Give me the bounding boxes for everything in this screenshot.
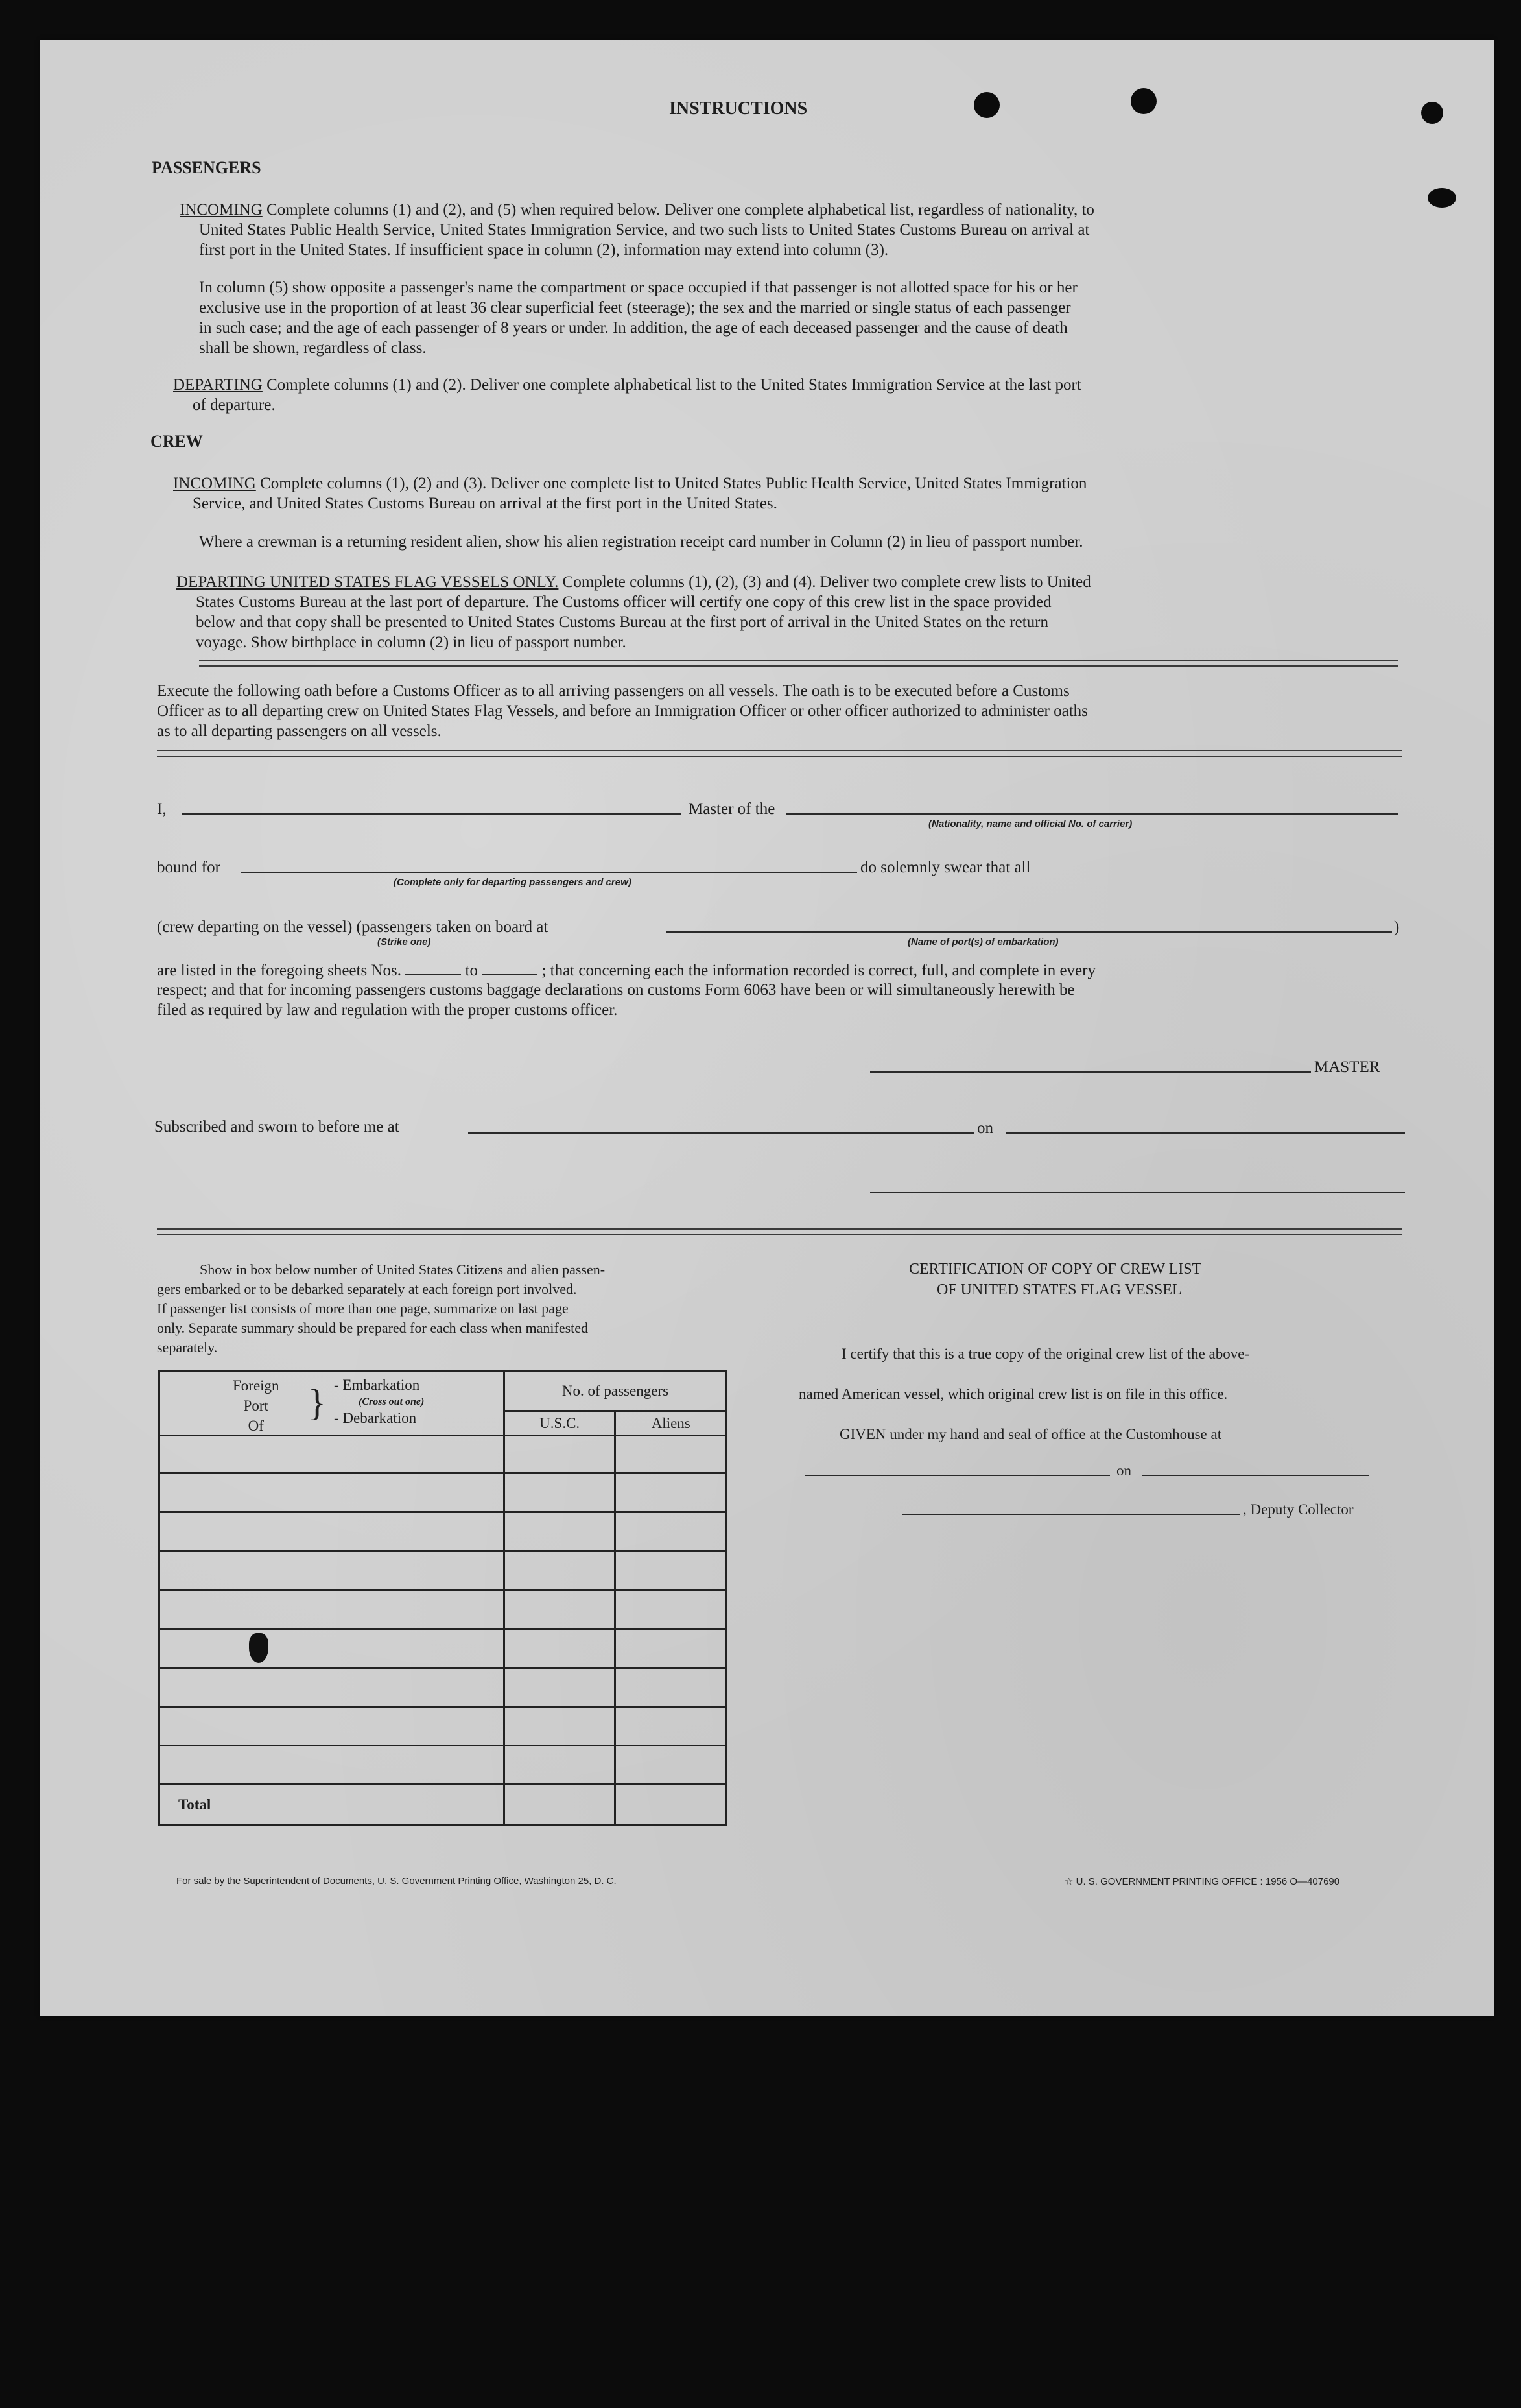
text-line: Where a crewman is a returning resident alien, show his alien registration receipt card number in Column (2) in lieu of passport number. bbox=[199, 533, 1083, 551]
cert-on-label: on bbox=[1116, 1462, 1131, 1479]
deputy-label: , Deputy Collector bbox=[1243, 1501, 1354, 1518]
incoming-label: INCOMING bbox=[173, 475, 256, 492]
table-cell[interactable] bbox=[159, 1746, 504, 1785]
crew-incoming bbox=[173, 473, 1087, 494]
divider bbox=[157, 750, 1402, 757]
text-line: of departure. bbox=[193, 396, 276, 414]
departing-label: DEPARTING UNITED STATES FLAG VESSELS ONLY. bbox=[176, 573, 559, 591]
cert-title-line: CERTIFICATION OF COPY OF CREW LIST bbox=[909, 1261, 1202, 1278]
text-line: exclusive use in the proportion of at least 36 clear superficial feet (steerage); the sex and the married or single status of each passenger bbox=[199, 299, 1071, 316]
cert-title-line: OF UNITED STATES FLAG VESSEL bbox=[937, 1281, 1182, 1298]
no-of-passengers-header: No. of passengers bbox=[504, 1371, 726, 1411]
port-field[interactable] bbox=[666, 931, 1392, 933]
bound-for-label: bound for bbox=[157, 859, 220, 876]
form-page bbox=[40, 40, 1494, 2016]
text-line: below and that copy shall be presented to United States Customs Bureau at the first port of arrival in the United States on the return bbox=[196, 614, 1048, 631]
table-cell[interactable] bbox=[504, 1512, 615, 1551]
text-line: Show in box below number of United States Citizens and alien passen- bbox=[200, 1261, 606, 1278]
strike-caption: (Strike one) bbox=[377, 936, 431, 948]
text-line: I certify that this is a true copy of the original crew list of the above- bbox=[842, 1346, 1250, 1362]
table-cell[interactable] bbox=[615, 1551, 727, 1590]
table-cell[interactable] bbox=[159, 1512, 504, 1551]
passenger-summary-table bbox=[158, 1370, 727, 1826]
table-cell[interactable] bbox=[615, 1668, 727, 1707]
page-title: INSTRUCTIONS bbox=[669, 99, 808, 119]
swear-label: do solemnly swear that all bbox=[860, 859, 1031, 876]
table-cell[interactable] bbox=[504, 1436, 615, 1473]
close-paren: ) bbox=[1394, 918, 1400, 936]
usc-header: U.S.C. bbox=[504, 1411, 615, 1436]
carrier-field[interactable] bbox=[786, 813, 1398, 815]
table-cell[interactable] bbox=[504, 1590, 615, 1629]
text-line: Complete columns (1) and (2). Deliver one complete alphabetical list to the United States Immigration Service at the last port bbox=[266, 376, 1081, 394]
table-cell[interactable] bbox=[615, 1746, 727, 1785]
table-cell[interactable] bbox=[615, 1436, 727, 1473]
table-cell[interactable] bbox=[504, 1551, 615, 1590]
text-line: voyage. Show birthplace in column (2) in lieu of passport number. bbox=[196, 634, 626, 651]
text-line: gers embarked or to be debarked separately at each foreign port involved. bbox=[157, 1281, 577, 1297]
punch-hole bbox=[1131, 88, 1157, 114]
officer-signature-field[interactable] bbox=[870, 1192, 1405, 1193]
subscribed-label: Subscribed and sworn to before me at bbox=[154, 1118, 399, 1136]
text-line: first port in the United States. If insufficient space in column (2), information may extend into column (3). bbox=[199, 241, 889, 259]
divider bbox=[157, 1228, 1402, 1235]
crew-departing bbox=[176, 572, 1091, 592]
text-line: only. Separate summary should be prepared for each class when manifested bbox=[157, 1320, 589, 1336]
of-label: Of bbox=[248, 1418, 264, 1434]
table-cell[interactable] bbox=[615, 1590, 727, 1629]
table-cell[interactable] bbox=[159, 1629, 504, 1668]
table-cell[interactable] bbox=[615, 1707, 727, 1746]
ink-mark bbox=[249, 1633, 268, 1663]
port-label: Port bbox=[243, 1398, 268, 1414]
punch-hole bbox=[974, 92, 1000, 118]
master-name-field[interactable] bbox=[182, 813, 681, 815]
deputy-signature-field[interactable] bbox=[902, 1514, 1240, 1515]
master-of-label: Master of the bbox=[689, 800, 775, 818]
bound-for-field[interactable] bbox=[241, 872, 857, 873]
table-cell[interactable] bbox=[615, 1785, 727, 1825]
text-line: States Customs Bureau at the last port of departure. The Customs officer will certify one copy of this crew list in the space provided bbox=[196, 593, 1052, 611]
master-signature-field[interactable] bbox=[870, 1071, 1311, 1073]
oath-i: I, bbox=[157, 800, 167, 818]
text-line: as to all departing passengers on all vessels. bbox=[157, 722, 442, 740]
master-label: MASTER bbox=[1314, 1058, 1380, 1076]
table-cell[interactable] bbox=[504, 1629, 615, 1668]
sheet-from-field[interactable] bbox=[405, 960, 461, 975]
aliens-header: Aliens bbox=[615, 1411, 727, 1436]
footer-left: For sale by the Superintendent of Documents, U. S. Government Printing Office, Washington 25, D. C. bbox=[176, 1876, 617, 1887]
incoming-label: INCOMING bbox=[180, 201, 263, 219]
text-line: Complete columns (1), (2), (3) and (4). Deliver two complete crew lists to United bbox=[562, 573, 1091, 591]
text-line: filed as required by law and regulation with the proper customs officer. bbox=[157, 1001, 618, 1019]
text-line: If passenger list consists of more than one page, summarize on last page bbox=[157, 1300, 569, 1317]
total-label: Total bbox=[159, 1785, 504, 1825]
table-cell[interactable] bbox=[504, 1707, 615, 1746]
table-cell[interactable] bbox=[504, 1785, 615, 1825]
customhouse-field[interactable] bbox=[805, 1475, 1110, 1476]
text-line: Complete columns (1), (2) and (3). Deliver one complete list to United States Public Health Service, United States Immigration bbox=[260, 475, 1087, 492]
text-line: in such case; and the age of each passenger of 8 years or under. In addition, the age of each deceased passenger and the cause of death bbox=[199, 319, 1068, 337]
table-cell[interactable] bbox=[504, 1473, 615, 1512]
passengers-incoming bbox=[180, 200, 1094, 220]
crew-heading: CREW bbox=[150, 432, 203, 451]
text-line: named American vessel, which original crew list is on file in this office. bbox=[799, 1386, 1228, 1402]
table-cell[interactable] bbox=[615, 1629, 727, 1668]
passengers-departing bbox=[173, 375, 1081, 395]
text-line: are listed in the foregoing sheets Nos. bbox=[157, 962, 401, 979]
text-line: Service, and United States Customs Bureau on arrival at the first port in the United States. bbox=[193, 495, 777, 512]
passengers-heading: PASSENGERS bbox=[152, 158, 261, 177]
text-line: United States Public Health Service, United States Immigration Service, and two such lists to United States Customs Bureau on arrival at bbox=[199, 221, 1090, 239]
text-line: Complete columns (1) and (2), and (5) when required below. Deliver one complete alphabetical list, regardless of nationality, to bbox=[266, 201, 1094, 219]
table-cell[interactable] bbox=[159, 1473, 504, 1512]
text-line: to bbox=[465, 962, 478, 979]
table-cell[interactable] bbox=[615, 1512, 727, 1551]
text-line: Officer as to all departing crew on United States Flag Vessels, and before an Immigration Officer or other officer authorized to administer oaths bbox=[157, 702, 1088, 720]
table-cell[interactable] bbox=[159, 1551, 504, 1590]
foreign-label: Foreign bbox=[233, 1377, 279, 1394]
sworn-date-field[interactable] bbox=[1006, 1132, 1405, 1134]
text-line: Execute the following oath before a Customs Officer as to all arriving passengers on all vessels. The oath is to be executed before a Customs bbox=[157, 682, 1070, 700]
table-cell[interactable] bbox=[159, 1668, 504, 1707]
text-line: respect; and that for incoming passengers customs baggage declarations on customs Form 6063 have been or will simultaneously herewith be bbox=[157, 981, 1075, 999]
sworn-at-field[interactable] bbox=[468, 1132, 974, 1134]
port-caption: (Name of port(s) of embarkation) bbox=[908, 936, 1059, 948]
foreign-port-header: Foreign Port Of } - Embarkation (Cross out one) - Debarkation bbox=[159, 1371, 504, 1436]
text-line: shall be shown, regardless of class. bbox=[199, 339, 427, 357]
text-line: In column (5) show opposite a passenger's name the compartment or space occupied if that passenger is not allotted space for his or her bbox=[199, 279, 1078, 296]
table-cell[interactable] bbox=[159, 1707, 504, 1746]
table-cell[interactable] bbox=[159, 1590, 504, 1629]
table-cell[interactable] bbox=[504, 1746, 615, 1785]
text-line: GIVEN under my hand and seal of office at the Customhouse at bbox=[840, 1426, 1222, 1442]
sheet-to-field[interactable] bbox=[482, 960, 537, 975]
embarkation-label: - Embarkation bbox=[334, 1377, 420, 1393]
cert-date-field[interactable] bbox=[1142, 1475, 1369, 1476]
table-cell[interactable] bbox=[159, 1436, 504, 1473]
debarkation-label: - Debarkation bbox=[334, 1410, 417, 1426]
table-cell[interactable] bbox=[504, 1668, 615, 1707]
divider bbox=[199, 660, 1398, 667]
text-line: ; that concerning each the information recorded is correct, full, and complete in every bbox=[541, 962, 1096, 979]
punch-hole bbox=[1428, 188, 1456, 208]
departing-label: DEPARTING bbox=[173, 376, 263, 394]
punch-hole bbox=[1421, 102, 1443, 124]
cross-out-caption: (Cross out one) bbox=[359, 1396, 425, 1407]
nationality-caption: (Nationality, name and official No. of carrier) bbox=[928, 818, 1133, 829]
table-cell[interactable] bbox=[615, 1473, 727, 1512]
bound-caption: (Complete only for departing passengers and crew) bbox=[394, 877, 631, 888]
text-line: separately. bbox=[157, 1339, 218, 1355]
on-label: on bbox=[977, 1119, 993, 1137]
crew-departing-label: (crew departing on the vessel) (passengers taken on board at bbox=[157, 918, 548, 936]
footer-right: ☆ U. S. GOVERNMENT PRINTING OFFICE : 1956 O—407690 bbox=[1065, 1876, 1340, 1887]
listed-sheets bbox=[157, 960, 1096, 981]
